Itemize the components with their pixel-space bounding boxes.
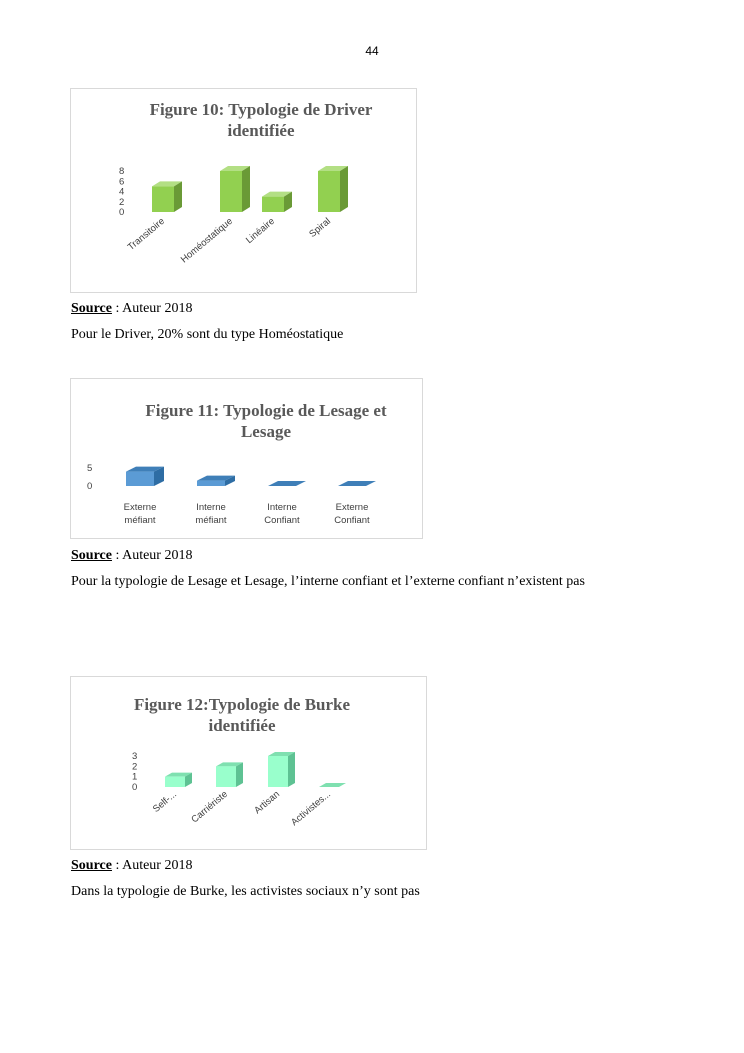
- category-label: Interne: [196, 502, 226, 513]
- chart-title-line: identifiée: [227, 121, 295, 140]
- bar-front-face: [318, 171, 340, 212]
- page-number: 44: [365, 44, 379, 58]
- figure-10-svg: [71, 89, 416, 292]
- bar: [165, 773, 192, 787]
- bar: [319, 783, 346, 787]
- bar-side-face: [340, 166, 348, 212]
- figure-11-chart: [70, 378, 423, 539]
- y-tick-label: 0: [132, 782, 138, 793]
- category-label: Carriériste: [189, 788, 230, 826]
- bar-top-face: [338, 481, 376, 486]
- category-label: Confiant: [264, 515, 300, 526]
- bar-top-face: [319, 783, 346, 787]
- figure-11-source: [71, 548, 192, 564]
- source-text: : Auteur 2018: [111, 301, 193, 316]
- category-label: Confiant: [334, 515, 370, 526]
- y-tick-label: 0: [87, 481, 93, 492]
- y-tick-label: 1: [132, 771, 138, 783]
- bar-side-face: [288, 752, 295, 787]
- category-label: Self-...: [150, 788, 179, 815]
- y-tick-label: 3: [132, 751, 138, 762]
- category-label: Externe: [123, 502, 157, 513]
- bar-front-face: [152, 186, 174, 212]
- bar-side-face: [174, 181, 182, 212]
- bar-front-face: [216, 766, 236, 787]
- category-label: méfiant: [195, 515, 227, 526]
- figure-12-chart: [70, 676, 427, 850]
- category-label: Interne: [267, 502, 297, 513]
- bar-front-face: [220, 171, 242, 212]
- figure-11-svg: [71, 379, 422, 538]
- category-label: méfiant: [124, 515, 156, 526]
- bar: [197, 476, 235, 486]
- category-label: Homéostatique: [178, 215, 235, 266]
- bar-front-face: [197, 481, 225, 486]
- bar-side-face: [242, 166, 250, 212]
- bar-side-face: [236, 762, 243, 787]
- bar-front-face: [165, 777, 185, 787]
- source-label: Source: [71, 858, 112, 873]
- y-tick-label: 2: [132, 761, 138, 773]
- y-tick-label: 4: [119, 186, 125, 198]
- source-text: : Auteur 2018: [111, 858, 193, 873]
- category-label: Transitoire: [125, 215, 167, 253]
- figure-10-caption: Pour le Driver, 20% sont du type Homéostatique: [71, 327, 344, 342]
- chart-title-line: Lesage: [240, 422, 292, 441]
- figure-10-chart: [70, 88, 417, 293]
- bar: [268, 481, 306, 486]
- category-label: Externe: [335, 502, 369, 513]
- y-tick-label: 5: [87, 463, 93, 474]
- bar: [216, 762, 243, 787]
- source-label: Source: [71, 548, 112, 563]
- figure-11-caption: Pour la typologie de Lesage et Lesage, l’interne confiant et l’externe confiant n’existent pas: [71, 574, 585, 589]
- bar: [152, 181, 182, 212]
- bar: [262, 192, 292, 212]
- bar: [220, 166, 250, 212]
- category-label: Linéaire: [243, 215, 277, 247]
- category-label: Artisan: [252, 788, 282, 817]
- bar-top-face: [268, 481, 306, 486]
- chart-title-line: Figure 10: Typologie de Driver: [149, 100, 373, 119]
- bar: [338, 481, 376, 486]
- bar: [318, 166, 348, 212]
- y-tick-label: 6: [119, 176, 125, 188]
- figure-12-svg: [71, 677, 426, 849]
- category-label: Activistes...: [289, 788, 333, 829]
- bar-front-face: [268, 756, 288, 787]
- chart-title-line: Figure 11: Typologie de Lesage et: [145, 401, 387, 420]
- y-tick-label: 8: [119, 166, 125, 177]
- bar: [268, 752, 295, 787]
- y-tick-label: 2: [119, 196, 125, 208]
- bar-front-face: [126, 472, 154, 486]
- figure-10-source: [71, 301, 192, 317]
- figure-12-caption: Dans la typologie de Burke, les activistes sociaux n’y sont pas: [71, 884, 420, 899]
- category-label: Spiral: [307, 215, 333, 240]
- source-text: : Auteur 2018: [111, 548, 193, 563]
- chart-title-line: Figure 12:Typologie de Burke: [133, 695, 351, 714]
- bar: [126, 467, 164, 486]
- figure-12-source: [71, 858, 192, 874]
- bar-front-face: [262, 197, 284, 212]
- source-label: Source: [71, 301, 112, 316]
- y-tick-label: 0: [119, 207, 125, 218]
- chart-title-line: identifiée: [208, 716, 276, 735]
